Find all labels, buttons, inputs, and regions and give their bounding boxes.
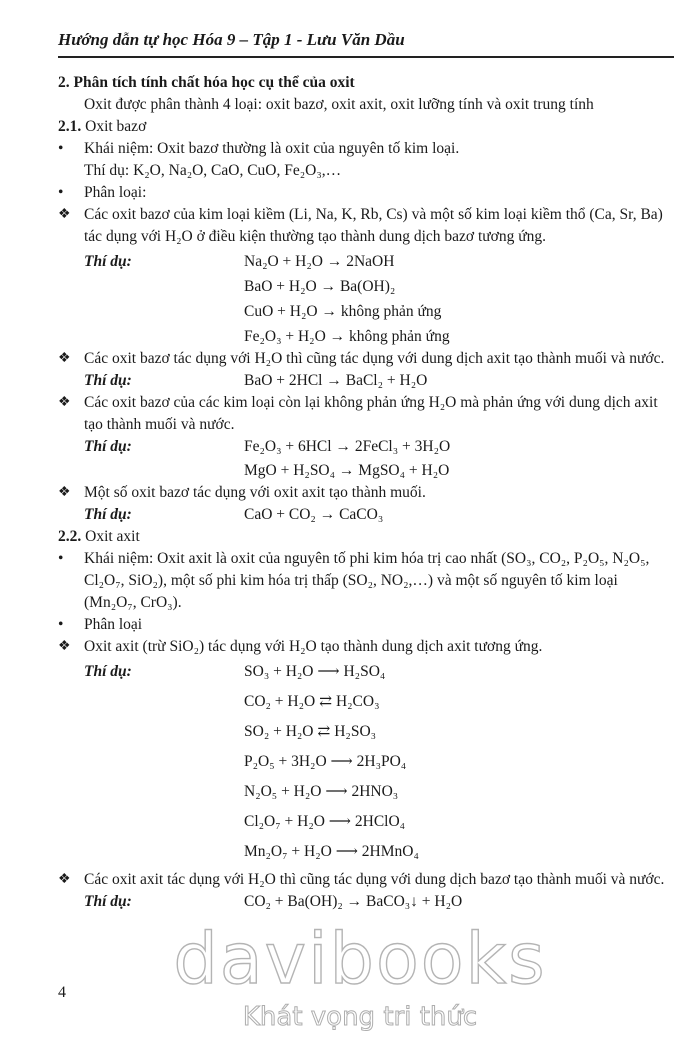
equation: Mn₂O₇ + H₂O ⟶ 2HMnO₄ — [244, 843, 419, 860]
example-block — [58, 436, 674, 482]
watermark-slogan: Khát vọng tri thức — [242, 1002, 478, 1032]
point-text: Các oxit axit tác dụng với H₂O thì cũng tác dụng với dung dịch bazơ tạo thành muối và nước. — [84, 871, 665, 888]
equation: SO₂ + H₂O ⇄ H₂SO₃ — [244, 723, 377, 740]
point-3 — [58, 392, 674, 436]
running-header: Hướng dẫn tự học Hóa 9 – Tập 1 - Lưu Văn Dầu — [58, 30, 405, 49]
example-label: Thí dụ: — [84, 372, 132, 389]
point-1 — [58, 204, 674, 248]
header-rule — [58, 56, 674, 58]
bullet-icon: • — [58, 616, 64, 633]
example-label: Thí dụ: — [84, 893, 132, 910]
point-2 — [58, 869, 674, 891]
page-content — [58, 72, 674, 913]
subsection-number: 2.1. — [58, 118, 82, 135]
subsection-title: Oxit bazơ — [85, 118, 147, 135]
equation: CuO + H₂O → không phản ứng — [244, 303, 442, 320]
diamond-icon: ❖ — [58, 351, 71, 366]
concept-text: Khái niệm: Oxit axit là oxit của nguyên tố phi kim hóa trị cao nhất (SO₃, CO₂, P₂O₅, N₂O₅, Cl₂O₇, SiO₂), một số phi kim hóa trị thấp (SO₂, NO₂,…) và một số nguyên tố kim loại (Mn₂O₇, CrO₃). — [84, 550, 650, 611]
bullet-concept — [58, 138, 674, 160]
equation: CaO + CO₂ → CaCO₃ — [244, 506, 384, 523]
page-number: 4 — [58, 984, 66, 1001]
bullet-concept — [58, 548, 674, 614]
equation: P₂O₅ + 3H₂O ⟶ 2H₃PO₄ — [244, 753, 407, 770]
equation: N₂O₅ + H₂O ⟶ 2HNO₃ — [244, 783, 399, 800]
point-2 — [58, 348, 674, 370]
bullet-icon: • — [58, 140, 64, 157]
watermark-logo: davibooks — [173, 918, 547, 1000]
diamond-icon: ❖ — [58, 207, 71, 222]
equation: Cl₂O₇ + H₂O ⟶ 2HClO₄ — [244, 813, 406, 830]
bullet-icon: • — [58, 550, 64, 567]
subsection-2-2-heading — [58, 526, 674, 548]
equation: CO₂ + H₂O ⇄ H₂CO₃ — [244, 693, 380, 710]
example-label: Thí dụ: — [84, 663, 132, 680]
example-block — [58, 370, 674, 392]
bullet-classify — [58, 614, 674, 636]
point-text: Các oxit bazơ tác dụng với H₂O thì cũng tác dụng với dung dịch axit tạo thành muối và nước. — [84, 350, 665, 367]
subsection-title: Oxit axit — [85, 528, 140, 545]
example-block — [58, 504, 674, 526]
diamond-icon: ❖ — [58, 485, 71, 500]
bullet-icon: • — [58, 184, 64, 201]
section-intro: Oxit được phân thành 4 loại: oxit bazơ, oxit axit, oxit lưỡng tính và oxit trung tính — [84, 96, 594, 113]
equation: MgO + H₂SO₄ → MgSO₄ + H₂O — [244, 462, 450, 479]
concept-example: Thí dụ: K₂O, Na₂O, CaO, CuO, Fe₂O₃,… — [84, 162, 342, 179]
subsection-2-1-heading — [58, 116, 674, 138]
point-1 — [58, 636, 674, 658]
example-block — [58, 891, 674, 913]
bullet-classify — [58, 182, 674, 204]
point-text: Các oxit bazơ của kim loại kiềm (Li, Na, K, Rb, Cs) và một số kim loại kiềm thổ (Ca, Sr, Ba) tác dụng với H₂O ở điều kiện thường tạo thành dung dịch bazơ tương ứng. — [84, 206, 663, 245]
point-text: Một số oxit bazơ tác dụng với oxit axit tạo thành muối. — [84, 484, 426, 501]
point-text: Oxit axit (trừ SiO₂) tác dụng với H₂O tạo thành dung dịch axit tương ứng. — [84, 638, 543, 655]
equation: Na₂O + H₂O → 2NaOH — [244, 253, 395, 270]
classify-text: Phân loại: — [84, 184, 147, 201]
example-label: Thí dụ: — [84, 253, 132, 270]
concept-text: Khái niệm: Oxit bazơ thường là oxit của nguyên tố kim loại. — [84, 140, 460, 157]
example-block — [58, 661, 674, 863]
diamond-icon: ❖ — [58, 395, 71, 410]
diamond-icon: ❖ — [58, 872, 71, 887]
diamond-icon: ❖ — [58, 639, 71, 654]
section-title: 2. Phân tích tính chất hóa học cụ thể của oxit — [58, 74, 355, 91]
equation: BaO + H₂O → Ba(OH)₂ — [244, 278, 396, 295]
classify-text: Phân loại — [84, 616, 143, 633]
subsection-number: 2.2. — [58, 528, 82, 545]
equation: Fe₂O₃ + H₂O → không phản ứng — [244, 328, 450, 345]
equation: CO₂ + Ba(OH)₂ → BaCO₃↓ + H₂O — [244, 893, 463, 910]
example-block — [58, 251, 674, 348]
point-text: Các oxit bazơ của các kim loại còn lại không phản ứng H₂O mà phản ứng với dung dịch axit tạo thành muối và nước. — [84, 394, 658, 433]
equation: SO₃ + H₂O ⟶ H₂SO₄ — [244, 663, 386, 680]
equation: Fe₂O₃ + 6HCl → 2FeCl₃ + 3H₂O — [244, 438, 451, 455]
point-4 — [58, 482, 674, 504]
example-label: Thí dụ: — [84, 506, 132, 523]
equation: BaO + 2HCl → BaCl₂ + H₂O — [244, 372, 428, 389]
example-label: Thí dụ: — [84, 438, 132, 455]
